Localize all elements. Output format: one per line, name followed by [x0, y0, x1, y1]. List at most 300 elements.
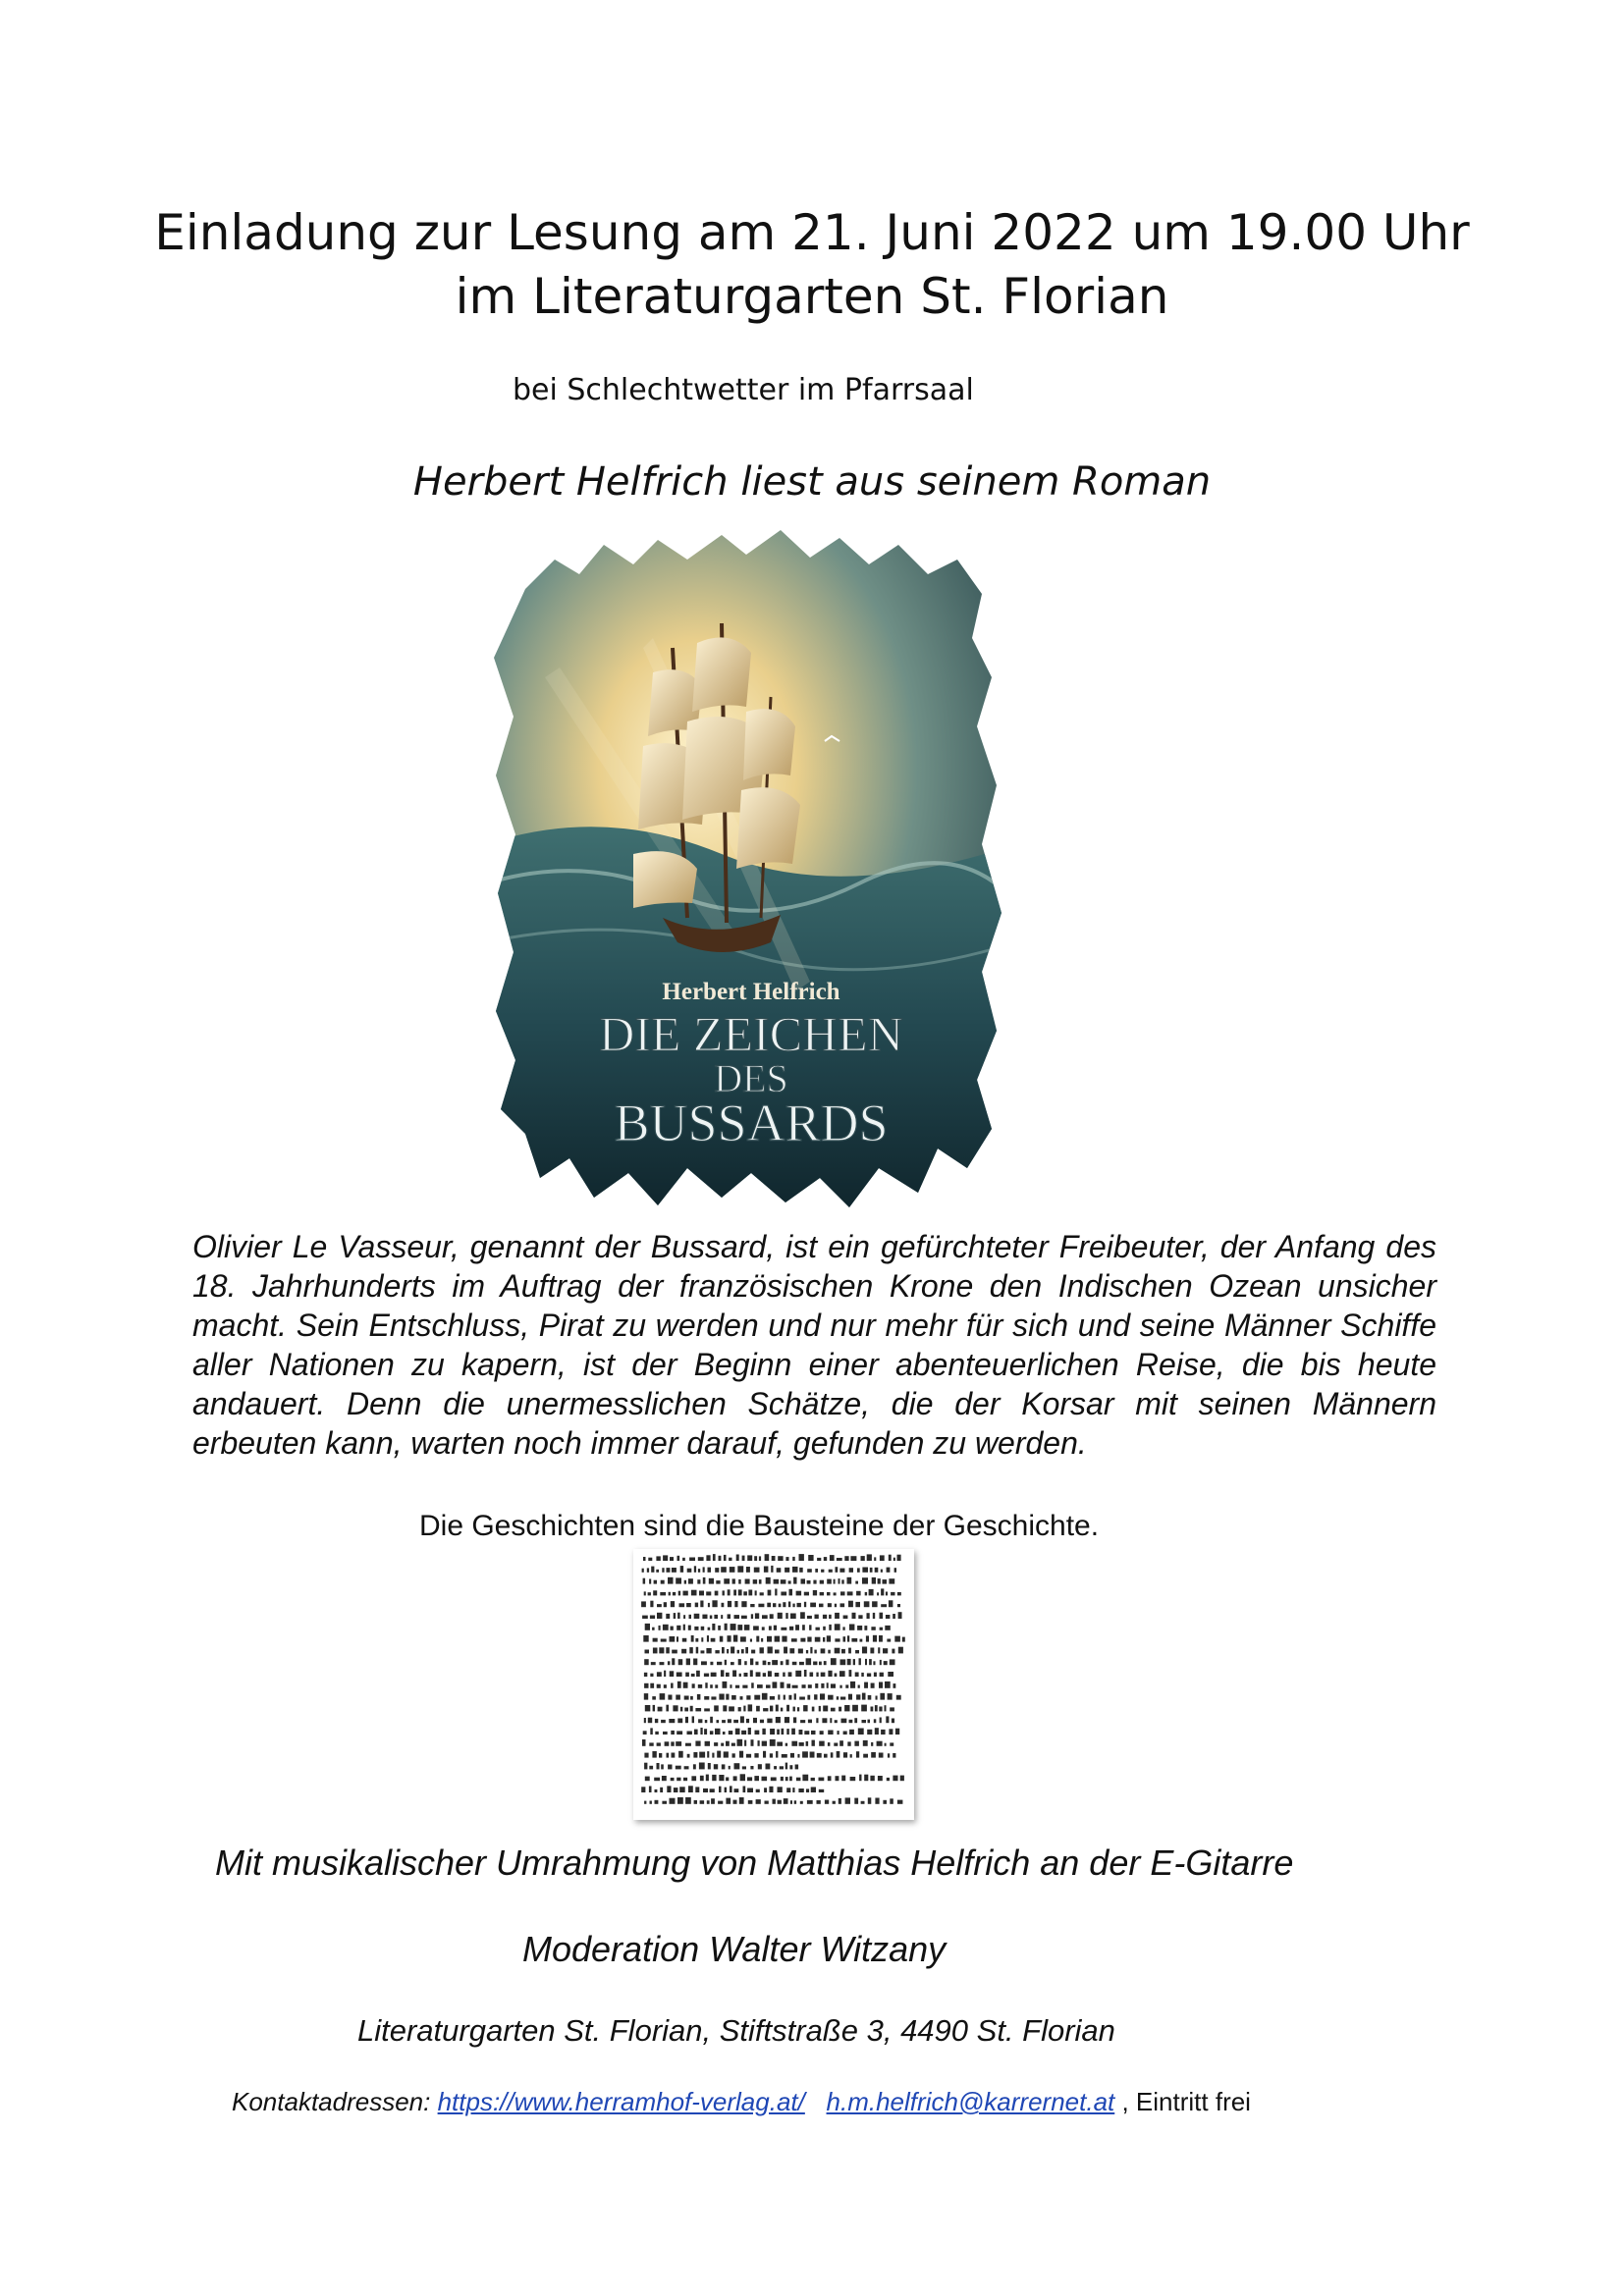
cipher-glyph	[839, 1671, 845, 1677]
cipher-glyph	[821, 1648, 826, 1653]
cipher-glyph	[669, 1719, 675, 1723]
cipher-glyph	[687, 1569, 692, 1573]
cipher-glyph	[688, 1626, 691, 1630]
cipher-glyph	[756, 1672, 761, 1677]
cipher-glyph	[861, 1801, 865, 1804]
cipher-glyph	[875, 1705, 878, 1711]
cipher-glyph	[839, 1569, 844, 1573]
cipher-glyph	[856, 1591, 861, 1596]
cipher-glyph	[855, 1650, 859, 1653]
cipher-glyph	[737, 1566, 743, 1573]
cipher-glyph	[726, 1673, 730, 1677]
cipher-glyph	[772, 1660, 778, 1665]
cipher-glyph	[880, 1693, 885, 1700]
cipher-glyph	[847, 1577, 852, 1584]
cipher-glyph	[758, 1764, 762, 1769]
cipher-glyph	[794, 1693, 796, 1699]
cipher-glyph	[737, 1625, 742, 1630]
cipher-glyph	[854, 1741, 859, 1746]
cipher-glyph	[740, 1696, 743, 1700]
cipher-glyph	[708, 1603, 710, 1607]
cipher-glyph	[745, 1579, 750, 1584]
cipher-glyph	[800, 1612, 805, 1619]
cipher-glyph	[864, 1682, 868, 1688]
cipher-glyph	[700, 1776, 704, 1781]
cipher-glyph	[824, 1754, 828, 1758]
cipher-glyph	[706, 1555, 710, 1561]
cipher-glyph	[854, 1798, 858, 1804]
cipher-glyph	[823, 1627, 826, 1630]
cipher-glyph	[671, 1741, 674, 1745]
cipher-glyph	[775, 1673, 780, 1677]
cipher-glyph	[874, 1673, 877, 1677]
cipher-glyph	[734, 1789, 739, 1792]
cipher-glyph	[708, 1568, 712, 1573]
music-note: Mit musikalischer Umrahmung von Matthias Helfrich an der E-Gitarre	[215, 1842, 1294, 1883]
cipher-glyph	[707, 1635, 709, 1642]
cipher-glyph	[781, 1708, 783, 1712]
cipher-glyph	[744, 1625, 750, 1630]
cipher-glyph	[893, 1558, 895, 1561]
cipher-glyph	[804, 1592, 809, 1596]
cipher-glyph	[753, 1626, 759, 1629]
cipher-glyph	[834, 1579, 836, 1584]
cipher-glyph	[815, 1615, 819, 1619]
cipher-glyph	[677, 1797, 683, 1804]
cipher-glyph	[776, 1751, 778, 1758]
cipher-glyph	[785, 1763, 787, 1770]
cipher-glyph	[792, 1685, 798, 1688]
cipher-glyph	[747, 1789, 753, 1793]
cipher-glyph	[898, 1647, 903, 1654]
cipher-glyph	[674, 1788, 678, 1792]
cipher-glyph	[721, 1567, 727, 1573]
cipher-glyph	[887, 1639, 891, 1642]
cipher-glyph	[835, 1604, 837, 1608]
cipher-glyph	[814, 1650, 816, 1654]
cipher-glyph	[705, 1720, 708, 1723]
cipher-glyph	[732, 1578, 735, 1583]
cipher-glyph	[755, 1590, 757, 1595]
cipher-glyph	[728, 1635, 731, 1641]
cipher-glyph	[886, 1615, 891, 1619]
cipher-glyph	[774, 1579, 780, 1584]
cipher-glyph	[723, 1590, 725, 1595]
cipher-glyph	[840, 1603, 845, 1607]
cipher-glyph	[694, 1627, 698, 1630]
cipher-glyph	[829, 1615, 832, 1619]
cipher-glyph	[738, 1579, 741, 1584]
cipher-glyph	[754, 1695, 760, 1700]
cipher-glyph	[666, 1614, 670, 1619]
cipher-glyph	[781, 1592, 786, 1596]
cipher-glyph	[855, 1602, 860, 1607]
cipher-glyph	[683, 1591, 688, 1596]
cipher-glyph	[644, 1591, 646, 1595]
cipher-glyph	[868, 1695, 872, 1700]
cipher-glyph	[657, 1604, 662, 1607]
cipher-glyph	[765, 1554, 770, 1561]
cipher-glyph	[721, 1670, 725, 1677]
cipher-glyph	[682, 1638, 687, 1642]
cipher-glyph	[781, 1777, 784, 1781]
cipher-glyph	[835, 1720, 838, 1723]
cipher-glyph	[700, 1800, 705, 1804]
cipher-glyph	[711, 1696, 716, 1699]
cipher-glyph	[864, 1775, 868, 1782]
cipher-glyph	[782, 1636, 786, 1642]
cipher-glyph	[888, 1693, 893, 1700]
cipher-glyph	[747, 1777, 752, 1781]
cipher-glyph	[643, 1731, 647, 1735]
cipher-glyph	[698, 1684, 702, 1688]
cipher-glyph	[839, 1798, 841, 1804]
cipher-glyph	[644, 1753, 648, 1758]
cipher-glyph	[883, 1800, 887, 1804]
cipher-glyph	[850, 1754, 852, 1758]
cipher-glyph	[791, 1729, 795, 1735]
cipher-glyph	[690, 1706, 693, 1712]
cipher-glyph	[775, 1636, 781, 1642]
cipher-glyph	[711, 1638, 716, 1642]
cipher-glyph	[748, 1590, 752, 1596]
cipher-glyph	[795, 1765, 799, 1770]
cipher-glyph	[851, 1638, 857, 1642]
cipher-glyph	[868, 1720, 871, 1724]
cipher-glyph	[890, 1798, 893, 1804]
cipher-glyph	[644, 1693, 648, 1700]
cipher-glyph	[815, 1569, 818, 1573]
cipher-glyph	[698, 1569, 700, 1573]
cipher-glyph	[733, 1776, 737, 1781]
cipher-glyph	[751, 1739, 754, 1746]
cipher-glyph	[883, 1648, 888, 1653]
cipher-glyph	[689, 1615, 692, 1619]
cipher-glyph	[645, 1777, 650, 1782]
cipher-glyph	[894, 1636, 900, 1642]
cipher-glyph	[775, 1650, 780, 1654]
cipher-glyph	[887, 1778, 890, 1781]
cipher-glyph	[782, 1729, 785, 1735]
cipher-glyph	[671, 1627, 674, 1630]
cipher-glyph	[696, 1647, 699, 1654]
cipher-glyph	[868, 1797, 872, 1804]
cipher-glyph	[643, 1578, 646, 1584]
cipher-glyph	[743, 1787, 746, 1793]
cipher-glyph	[719, 1787, 722, 1792]
cipher-glyph	[839, 1707, 841, 1712]
cipher-glyph	[677, 1636, 678, 1641]
cipher-glyph	[799, 1568, 803, 1573]
cipher-glyph	[727, 1649, 729, 1653]
cipher-glyph	[766, 1684, 771, 1687]
cipher-glyph	[874, 1719, 877, 1723]
cipher-glyph	[800, 1801, 803, 1804]
cipher-glyph	[796, 1778, 801, 1782]
cipher-glyph	[841, 1579, 843, 1583]
cipher-glyph	[710, 1684, 713, 1688]
cipher-glyph	[758, 1604, 764, 1608]
cipher-glyph	[869, 1589, 874, 1596]
cipher-glyph	[763, 1751, 766, 1758]
cipher-glyph	[701, 1650, 705, 1653]
cipher-glyph	[857, 1626, 862, 1630]
cipher-glyph	[667, 1568, 671, 1573]
cipher-glyph	[880, 1555, 885, 1561]
cipher-glyph	[662, 1568, 664, 1573]
cipher-glyph	[681, 1649, 686, 1654]
cipher-glyph	[827, 1682, 829, 1688]
cipher-glyph	[852, 1613, 856, 1619]
cipher-glyph	[648, 1592, 651, 1595]
cipher-glyph	[743, 1706, 745, 1712]
cipher-glyph	[712, 1600, 717, 1607]
cipher-glyph	[771, 1566, 773, 1573]
cipher-glyph	[863, 1740, 868, 1746]
cipher-glyph	[840, 1697, 845, 1700]
cipher-glyph	[837, 1751, 840, 1758]
cipher-glyph	[724, 1751, 729, 1757]
cipher-glyph	[741, 1731, 746, 1735]
cipher-glyph	[650, 1728, 653, 1735]
cipher-glyph	[699, 1591, 704, 1596]
cipher-glyph	[759, 1579, 762, 1584]
cipher-glyph	[814, 1694, 817, 1699]
cipher-glyph	[879, 1635, 883, 1642]
cipher-glyph	[790, 1800, 792, 1804]
cover-title-line1: DIE ZEICHEN	[599, 1006, 903, 1061]
cipher-glyph	[769, 1626, 772, 1629]
cipher-glyph	[789, 1648, 794, 1653]
cipher-glyph	[705, 1682, 707, 1688]
cipher-glyph	[721, 1615, 723, 1619]
cipher-glyph	[652, 1751, 656, 1758]
cipher-glyph	[719, 1775, 724, 1781]
cipher-glyph	[808, 1555, 813, 1561]
cipher-glyph	[731, 1695, 736, 1700]
cipher-glyph	[828, 1671, 832, 1677]
cipher-glyph	[781, 1628, 786, 1630]
cipher-glyph	[755, 1662, 758, 1666]
cipher-glyph	[881, 1730, 886, 1735]
cipher-glyph	[781, 1682, 785, 1688]
cipher-glyph	[867, 1554, 872, 1561]
cipher-glyph	[828, 1650, 831, 1654]
moderation-note: Moderation Walter Witzany	[522, 1929, 947, 1969]
cipher-glyph	[815, 1637, 821, 1642]
cipher-glyph	[776, 1705, 779, 1712]
cipher-glyph	[651, 1567, 654, 1573]
cipher-glyph	[880, 1673, 884, 1677]
cipher-glyph	[867, 1674, 871, 1678]
cipher-glyph	[855, 1581, 858, 1584]
cipher-glyph	[782, 1754, 787, 1758]
cipher-glyph	[880, 1660, 882, 1665]
cipher-glyph	[685, 1743, 691, 1746]
cipher-glyph	[763, 1673, 766, 1677]
cipher-glyph	[773, 1799, 776, 1804]
cipher-glyph	[664, 1602, 667, 1607]
cipher-glyph	[728, 1614, 731, 1619]
cipher-glyph	[778, 1694, 780, 1699]
email-link[interactable]: h.m.helfrich@karrernet.at	[826, 2087, 1115, 2116]
website-link[interactable]: https://www.herramhof-verlag.at/	[437, 2087, 805, 2116]
cipher-glyph	[697, 1694, 701, 1700]
cipher-glyph	[652, 1628, 655, 1630]
cipher-glyph	[766, 1577, 771, 1584]
cipher-glyph	[816, 1673, 818, 1677]
cipher-glyph	[842, 1627, 844, 1629]
cipher-glyph	[835, 1648, 840, 1654]
cipher-glyph	[668, 1661, 671, 1665]
cipher-glyph	[809, 1625, 811, 1630]
cipher-glyph	[657, 1763, 660, 1769]
cipher-glyph	[779, 1604, 782, 1608]
cipher-glyph	[828, 1603, 832, 1607]
cipher-glyph	[768, 1590, 772, 1596]
cipher-glyph	[656, 1556, 660, 1561]
cipher-glyph	[758, 1740, 760, 1746]
cipher-glyph	[819, 1706, 821, 1712]
cipher-glyph	[673, 1592, 676, 1596]
cipher-glyph	[806, 1658, 812, 1665]
cipher-glyph	[712, 1775, 716, 1781]
cipher-glyph	[723, 1705, 727, 1711]
cipher-glyph	[871, 1683, 875, 1688]
cipher-glyph	[744, 1661, 747, 1665]
cipher-glyph	[830, 1555, 835, 1561]
cipher-manuscript-image	[633, 1549, 914, 1820]
cipher-glyph	[715, 1729, 721, 1735]
cipher-glyph	[647, 1568, 649, 1572]
cipher-glyph	[704, 1696, 709, 1700]
cipher-glyph	[866, 1635, 869, 1641]
cipher-glyph	[653, 1638, 658, 1642]
cipher-glyph	[730, 1786, 732, 1792]
cipher-glyph	[663, 1625, 669, 1630]
cipher-glyph	[695, 1603, 698, 1608]
cipher-glyph	[792, 1557, 795, 1561]
cipher-glyph	[892, 1719, 894, 1724]
cipher-glyph	[790, 1753, 794, 1758]
cipher-glyph	[793, 1717, 796, 1723]
cipher-glyph	[885, 1682, 891, 1688]
cipher-glyph	[700, 1601, 703, 1608]
cipher-glyph	[777, 1730, 780, 1735]
cipher-glyph	[767, 1719, 772, 1724]
cipher-glyph	[709, 1578, 714, 1584]
cipher-glyph	[892, 1649, 894, 1654]
cipher-glyph	[760, 1647, 764, 1653]
cipher-glyph	[689, 1558, 695, 1562]
cipher-glyph	[747, 1555, 752, 1561]
cipher-glyph	[724, 1555, 727, 1561]
cipher-glyph	[828, 1695, 834, 1700]
cipher-glyph	[644, 1718, 646, 1723]
cipher-glyph	[896, 1695, 901, 1700]
cipher-glyph	[722, 1720, 726, 1723]
cipher-glyph	[877, 1741, 883, 1746]
cipher-glyph	[889, 1729, 893, 1735]
cipher-glyph	[728, 1589, 731, 1595]
cipher-glyph	[840, 1591, 845, 1595]
cipher-glyph	[856, 1751, 859, 1757]
cipher-glyph	[652, 1696, 656, 1700]
cipher-glyph	[845, 1684, 848, 1687]
cipher-glyph	[785, 1568, 789, 1573]
cipher-glyph	[811, 1788, 816, 1793]
cipher-glyph	[645, 1705, 651, 1711]
cipher-glyph	[819, 1778, 825, 1782]
cipher-glyph	[683, 1615, 685, 1619]
cipher-glyph	[704, 1729, 707, 1735]
cipher-glyph	[750, 1639, 752, 1642]
cipher-glyph	[734, 1615, 740, 1619]
cipher-glyph	[664, 1671, 666, 1677]
cipher-glyph	[808, 1720, 812, 1724]
cipher-glyph	[662, 1776, 667, 1781]
book-cover-image	[486, 530, 1016, 1207]
cipher-glyph	[797, 1754, 799, 1758]
cipher-glyph	[777, 1742, 783, 1746]
cipher-glyph	[812, 1707, 815, 1712]
cipher-glyph	[710, 1717, 713, 1723]
cipher-glyph	[878, 1647, 880, 1653]
cipher-glyph	[759, 1556, 761, 1561]
cipher-glyph	[668, 1577, 674, 1584]
cipher-glyph	[740, 1716, 744, 1723]
cipher-glyph	[884, 1661, 888, 1665]
cipher-glyph	[870, 1776, 874, 1781]
cipher-glyph	[879, 1682, 883, 1688]
cipher-glyph	[708, 1628, 711, 1630]
cipher-glyph	[889, 1555, 892, 1561]
cipher-glyph	[725, 1788, 727, 1792]
cipher-glyph	[831, 1752, 834, 1757]
cipher-glyph	[655, 1800, 659, 1804]
cipher-glyph	[741, 1601, 746, 1607]
cipher-glyph	[792, 1662, 797, 1665]
cipher-glyph	[834, 1592, 837, 1595]
cipher-glyph	[871, 1742, 873, 1746]
cipher-glyph	[713, 1554, 716, 1561]
cipher-glyph	[799, 1662, 804, 1665]
cipher-glyph	[873, 1661, 875, 1665]
cipher-glyph	[711, 1798, 715, 1804]
cipher-glyph	[813, 1662, 817, 1666]
cipher-glyph	[701, 1661, 707, 1665]
cipher-glyph	[810, 1752, 815, 1758]
cipher-glyphs	[633, 1549, 914, 1820]
cipher-glyph	[729, 1766, 731, 1770]
cipher-glyph	[807, 1569, 812, 1573]
cipher-glyph	[666, 1647, 670, 1653]
cipher-glyph	[778, 1556, 783, 1561]
cipher-glyph	[677, 1613, 680, 1619]
cipher-glyph	[798, 1649, 803, 1654]
cipher-glyph	[760, 1592, 764, 1595]
cipher-glyph	[788, 1672, 792, 1677]
cipher-glyph	[748, 1704, 753, 1711]
cipher-glyph	[661, 1720, 666, 1723]
cipher-glyph	[738, 1589, 742, 1595]
cipher-glyph	[819, 1604, 824, 1608]
cipher-glyph	[754, 1753, 758, 1758]
cipher-glyph	[825, 1800, 829, 1804]
cipher-glyph	[705, 1741, 710, 1746]
cipher-glyph	[790, 1614, 796, 1620]
cipher-glyph	[671, 1683, 674, 1688]
